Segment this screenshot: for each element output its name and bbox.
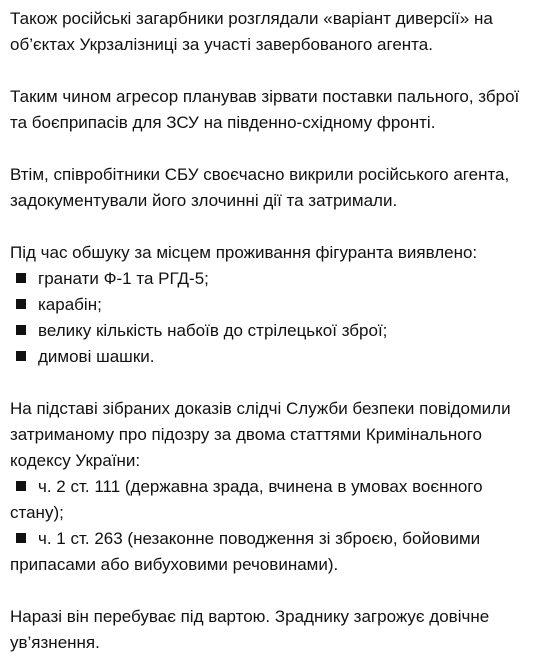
square-bullet-icon — [16, 299, 26, 309]
charges-list — [10, 474, 530, 578]
square-bullet-icon — [16, 481, 26, 491]
paragraph-plan: Таким чином агресор планував зірвати поставки пального, зброї та боєприпасів для ЗСУ на південно-східному фронті. — [10, 87, 520, 132]
list-item-text: карабін; — [38, 295, 102, 314]
list-item — [10, 318, 530, 344]
found-items-list — [10, 266, 530, 370]
list-item-text: гранати Ф-1 та РГД-5; — [38, 269, 209, 288]
list-item-text: ч. 2 ст. 111 (державна зрада, вчинена в умовах воєнного стану); — [10, 477, 483, 522]
paragraph-sabotage: Також російські загарбники розглядали «варіант диверсії» на об’єктах Укрзалізниці за участі завербованого агента. — [10, 9, 493, 54]
list-item-text: ч. 1 ст. 263 (незаконне поводження зі зброєю, бойовими припасами або вибуховими речовинами). — [10, 529, 481, 574]
square-bullet-icon — [16, 273, 26, 283]
list-item — [10, 292, 530, 318]
list-item-text: велику кількість набоїв до стрілецької зброї; — [38, 321, 388, 340]
list-item — [10, 344, 530, 370]
paragraph-custody: Наразі він перебуває під вартою. Зраднику загрожує довічне ув’язнення. — [10, 607, 490, 652]
square-bullet-icon — [16, 533, 26, 543]
list-item — [10, 474, 530, 526]
paragraph-detention: Втім, співробітники СБУ своєчасно викрили російського агента, задокументували його злочинні дії та затримали. — [10, 165, 510, 210]
paragraph-search-intro: Під час обшуку за місцем проживання фігуранта виявлено: — [10, 243, 478, 262]
paragraph-suspicion-intro: На підставі зібраних доказів слідчі Служби безпеки повідомили затриманому про підозру за двома статтями Кримінального кодексу України: — [10, 399, 511, 470]
list-item — [10, 526, 530, 578]
list-item-text: димові шашки. — [38, 347, 155, 366]
square-bullet-icon — [16, 351, 26, 361]
list-item — [10, 266, 530, 292]
square-bullet-icon — [16, 325, 26, 335]
